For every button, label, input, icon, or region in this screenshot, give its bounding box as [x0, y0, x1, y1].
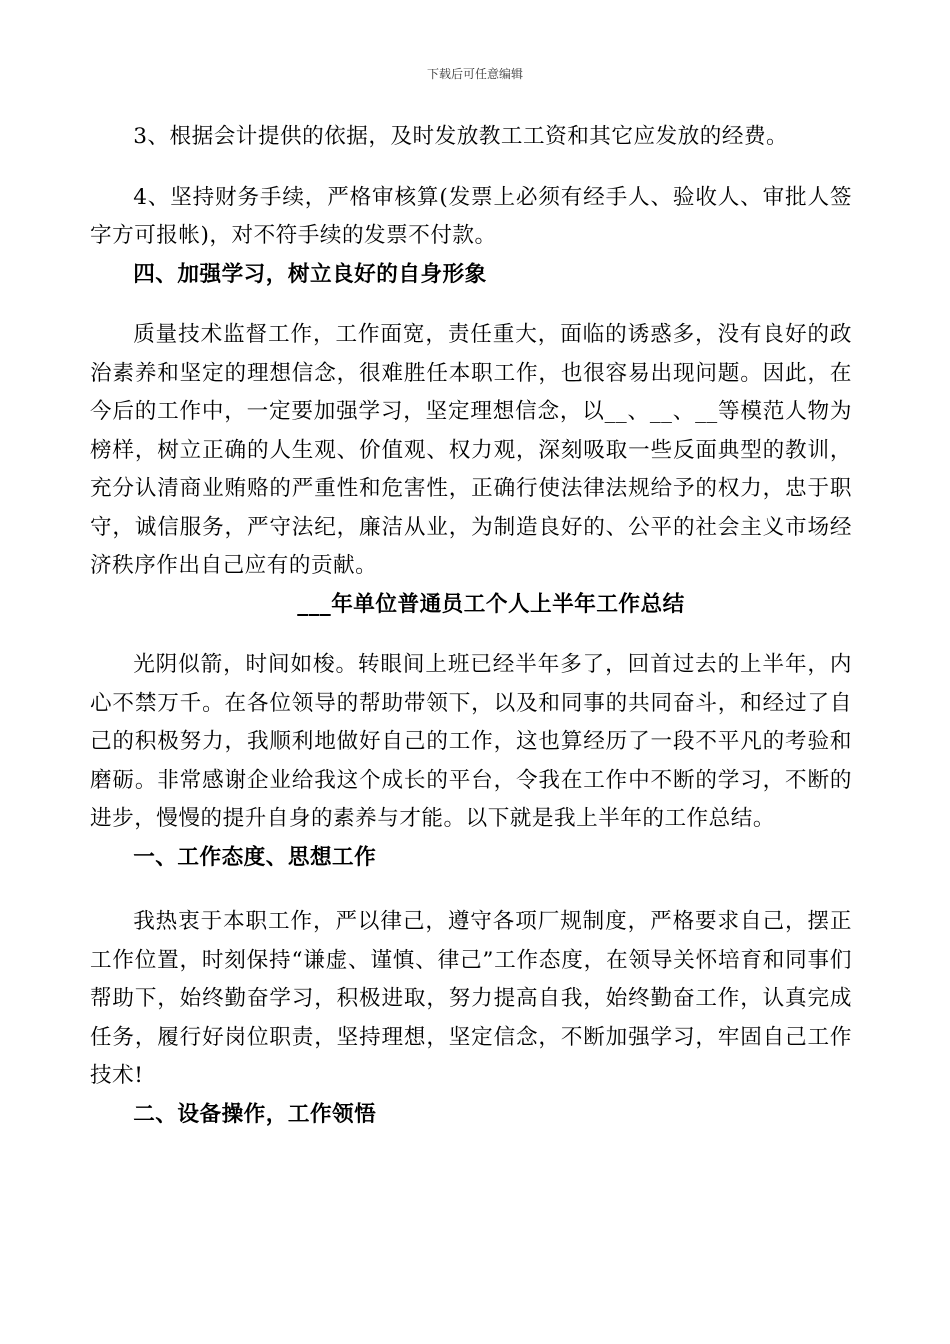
document-title: ___年单位普通员工个人上半年工作总结 [297, 591, 685, 617]
section-heading-4: 四、加强学习，树立良好的自身形象 [133, 261, 487, 287]
page-header: 下载后可任意编辑 [426, 67, 523, 81]
section-heading-1: 一、工作态度、思想工作 [133, 844, 377, 870]
document-body [90, 118, 852, 1134]
paragraph-study: 质量技术监督工作，工作面宽，责任重大，面临的诱惑多，没有良好的政治素养和坚定的理想信念，很难胜任本职工作，也很容易出现问题。因此，在今后的工作中，一定要加强学习，坚定理想信念，以__、__、__等模范人物为榜样，树立正确的人生观、价值观、权力观，深刻吸取一些反面典型的教训，充分认清商业贿赂的严重性和危害性，正确行使法律法规给予的权力，忠于职守，诚信服务，严守法纪，廉洁从业，为制造良好的、公平的社会主义市场经济秩序作出自己应有的贡献。 [90, 322, 852, 578]
paragraph-intro: 光阴似箭，时间如梭。转眼间上班已经半年多了，回首过去的上半年，内心不禁万千。在各位领导的帮助带领下，以及和同事的共同奋斗，和经过了自己的积极努力，我顺利地做好自己的工作，这也算经历了一段不平凡的考验和磨砺。非常感谢企业给我这个成长的平台，令我在工作中不断的学习，不断的进步，慢慢的提升自身的素养与才能。以下就是我上半年的工作总结。 [90, 652, 852, 831]
paragraph-item-4: 4、坚持财务手续，严格审核算(发票上必须有经手人、验收人、审批人签字方可报帐)，对不符手续的发票不付款。 [90, 184, 852, 248]
paragraph-attitude: 我热衷于本职工作，严以律己，遵守各项厂规制度，严格要求自己，摆正工作位置，时刻保持“谦虚、谨慎、律己”工作态度，在领导关怀培育和同事们帮助下，始终勤奋学习，积极进取，努力提高自我，始终勤奋工作，认真完成任务，履行好岗位职责，坚持理想，坚定信念，不断加强学习，牢固自己工作技术! [90, 909, 852, 1088]
section-heading-2: 二、设备操作，工作领悟 [133, 1101, 377, 1127]
paragraph-item-3: 3、根据会计提供的依据，及时发放教工工资和其它应发放的经费。 [133, 124, 789, 149]
